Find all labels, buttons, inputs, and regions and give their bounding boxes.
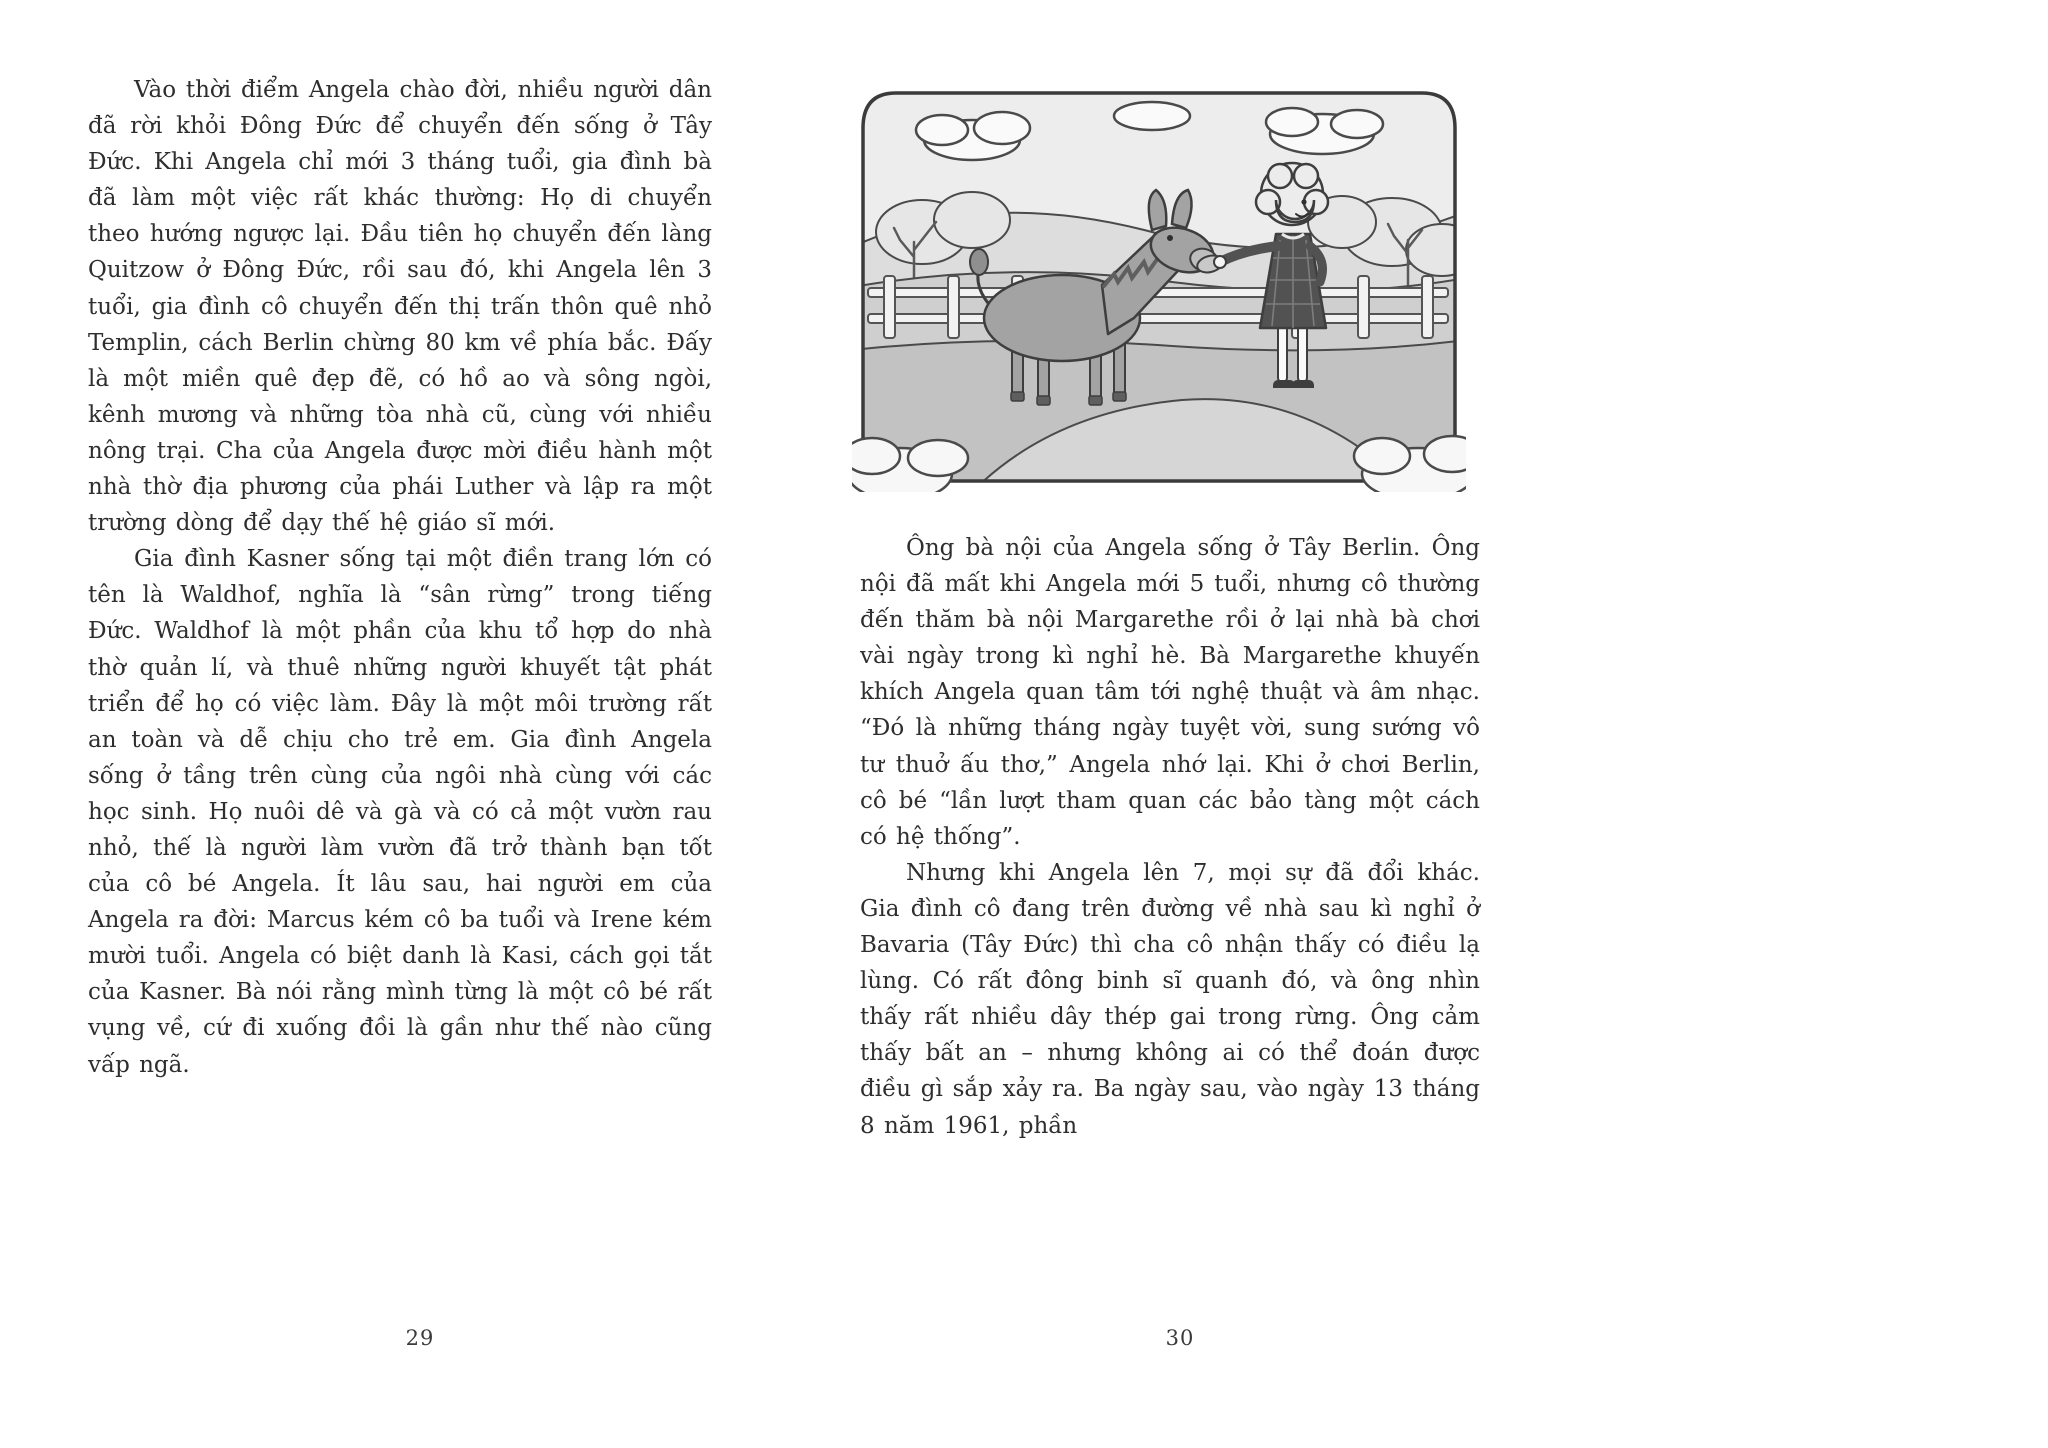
- paragraph: Gia đình Kasner sống tại một điền trang lớn có tên là Waldhof, nghĩa là “sân rừng” trong tiếng Đức. Waldhof là một phần của khu tổ hợp do nhà thờ quản lí, và thuê những người khuyết tật phát triển để họ có việc làm. Đây là một môi trường rất an toàn và dễ chịu cho trẻ em. Gia đình Angela sống ở tầng trên cùng của ngôi nhà cùng với các học sinh. Họ nuôi dê và gà và có cả một vườn rau nhỏ, thế là người làm vườn đã trở thành bạn tốt của cô bé Angela. Ít lâu sau, hai người em của Angela ra đời: Marcus kém cô ba tuổi và Irene kém mười tuổi. Angela có biệt danh là Kasi, cách gọi tắt của Kasner. Bà nói rằng mình từng là một cô bé rất vụng về, cứ đi xuống đồi là gần như thế nào cũng vấp ngã.: [88, 546, 712, 1078]
- paragraph: Nhưng khi Angela lên 7, mọi sự đã đổi khác. Gia đình cô đang trên đường về nhà sau kì nghỉ ở Bavaria (Tây Đức) thì cha cô nhận thấy có điều lạ lùng. Có rất đông binh sĩ quanh đó, và ông nhìn thấy rất nhiều dây thép gai trong rừng. Ông cảm thấy bất an – nhưng không ai có thể đoán được điều gì sắp xảy ra. Ba ngày sau, vào ngày 13 tháng 8 năm 1961, phần: [860, 859, 1480, 1139]
- page-number-left: 29: [405, 1326, 435, 1350]
- right-page-text: [860, 530, 1480, 1144]
- page-number-right: 30: [1165, 1326, 1195, 1350]
- illustration-svg: [852, 82, 1466, 492]
- paragraph: Ông bà nội của Angela sống ở Tây Berlin. Ông nội đã mất khi Angela mới 5 tuổi, nhưng cô thường đến thăm bà nội Margarethe rồi ở lại nhà bà chơi vài ngày trong kì nghỉ hè. Bà Margarethe khuyến khích Angela quan tâm tới nghệ thuật và âm nhạc. “Đó là những tháng ngày tuyệt vời, sung sướng vô tư thuở ấu thơ,” Angela nhớ lại. Khi ở chơi Berlin, cô bé “lần lượt tham quan các bảo tàng một cách có hệ thống”.: [860, 535, 1480, 850]
- paragraph: Vào thời điểm Angela chào đời, nhiều người dân đã rời khỏi Đông Đức để chuyển đến sống ở Tây Đức. Khi Angela chỉ mới 3 tháng tuổi, gia đình bà đã làm một việc rất khác thường: Họ di chuyển theo hướng ngược lại. Đầu tiên họ chuyển đến làng Quitzow ở Đông Đức, rồi sau đó, khi Angela lên 3 tuổi, gia đình cô chuyển đến thị trấn thôn quê nhỏ Templin, cách Berlin chừng 80 km về phía bắc. Đấy là một miền quê đẹp đẽ, có hồ ao và sông ngòi, kênh mương và những tòa nhà cũ, cùng với nhiều nông trại. Cha của Angela được mời điều hành một nhà thờ địa phương của phái Luther và lập ra một trường dòng để dạy thế hệ giáo sĩ mới.: [88, 77, 712, 537]
- illustration-scene: [852, 82, 1466, 492]
- illustration-girl-feeding-donkey: [852, 82, 1466, 492]
- left-page-text: [88, 72, 712, 1083]
